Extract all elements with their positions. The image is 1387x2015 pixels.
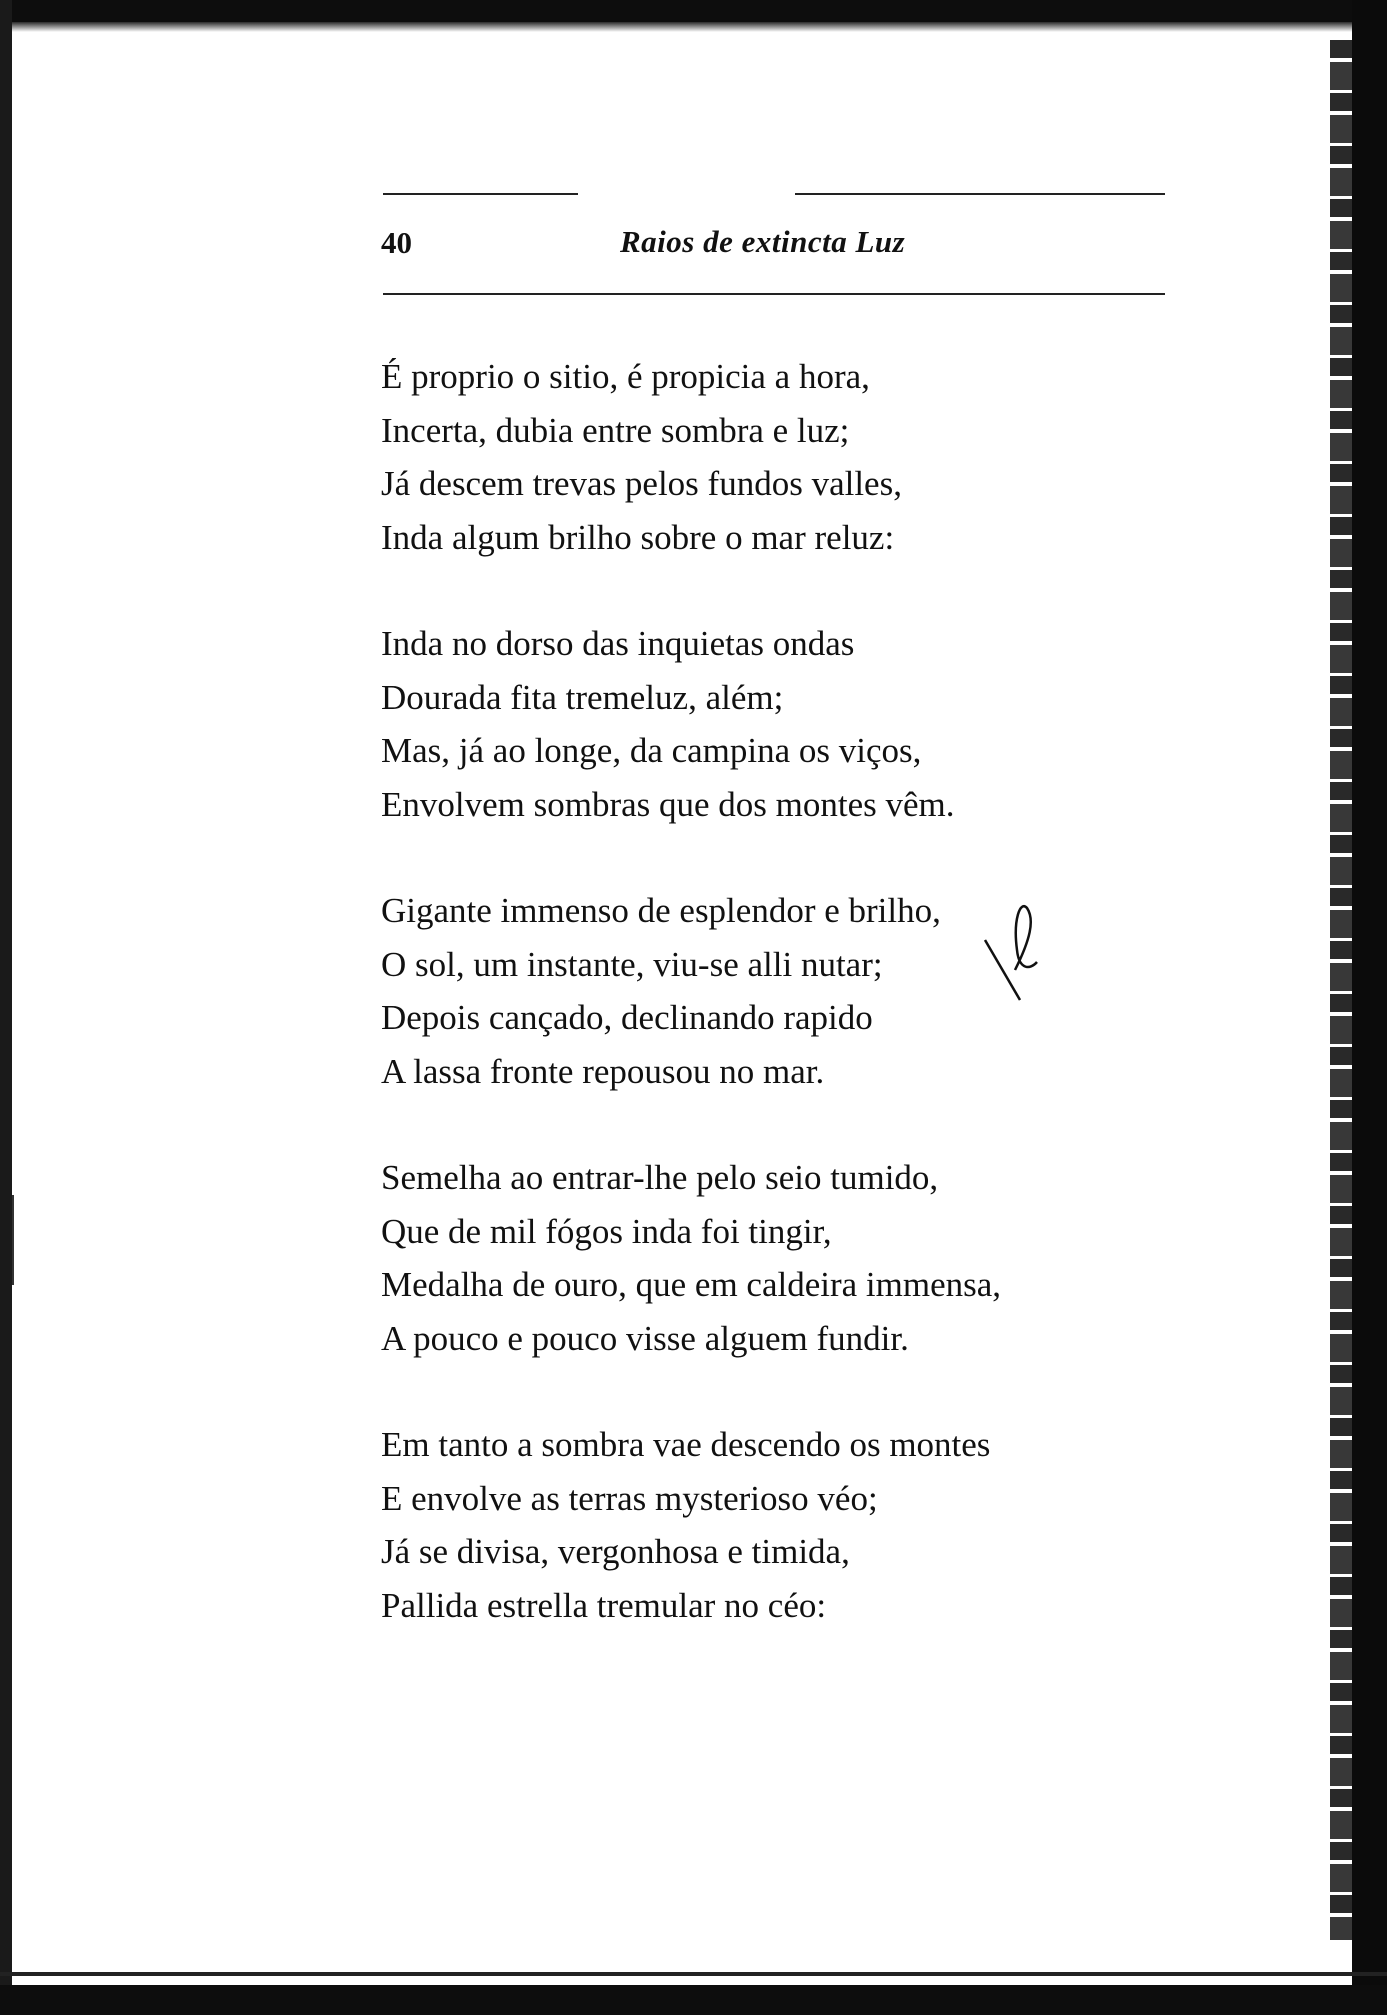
stanza xyxy=(381,350,1181,564)
scan-border-top xyxy=(0,0,1387,22)
poem-line: Que de mil fógos inda foi tingir, xyxy=(381,1211,832,1251)
poem-line: O sol, um instante, viu-se alli nutar; xyxy=(381,944,883,984)
poem-line: Semelha ao entrar-lhe pelo seio tumido, xyxy=(381,1158,939,1197)
poem-line: Incerta, dubia entre sombra e luz; xyxy=(381,410,850,450)
running-title: Raios de extincta Luz xyxy=(620,224,906,259)
poem-line: Inda no dorso das inquietas ondas xyxy=(381,624,855,663)
scan-border-right xyxy=(1352,0,1387,2015)
poem-body xyxy=(381,350,1181,1685)
scan-border-bottom xyxy=(0,1985,1387,2015)
poem-line: E envolve as terras mysterioso véo; xyxy=(381,1478,878,1518)
poem-line: Medalha de ouro, que em caldeira immensa, xyxy=(381,1265,1002,1304)
scan-border-bottom-line xyxy=(0,1972,1387,1976)
stanza xyxy=(381,1418,1181,1632)
stanza xyxy=(381,617,1181,831)
poem-line: Já se divisa, vergonhosa e timida, xyxy=(381,1532,850,1571)
poem-line: Depois cançado, declinando rapido xyxy=(381,998,873,1037)
poem-line: Em tanto a sombra vae descendo os montes xyxy=(381,1425,991,1464)
poem-line: A pouco e pouco visse alguem fundir. xyxy=(381,1318,909,1358)
poem-line: Pallida estrella tremular no céo: xyxy=(381,1585,827,1625)
poem-line: Dourada fita tremeluz, além; xyxy=(381,677,784,717)
page-number: 40 xyxy=(381,225,412,260)
poem-line: É proprio o sitio, é propicia a hora, xyxy=(381,357,870,396)
scan-left-mark xyxy=(12,1195,14,1285)
scan-border-top-shadow xyxy=(0,22,1387,32)
poem-line: Inda algum brilho sobre o mar reluz: xyxy=(381,517,895,557)
scan-border-left xyxy=(0,0,12,2015)
stanza xyxy=(381,1151,1181,1365)
poem-line: A lassa fronte repousou no mar. xyxy=(381,1051,825,1091)
poem-line: Envolvem sombras que dos montes vêm. xyxy=(381,784,955,824)
header-rule-bottom xyxy=(383,293,1165,295)
poem-line: Mas, já ao longe, da campina os viços, xyxy=(381,731,922,770)
header-rule-top-right xyxy=(795,193,1165,195)
handwritten-correction-mark xyxy=(975,900,1075,1010)
poem-line: Já descem trevas pelos fundos valles, xyxy=(381,464,902,503)
header-rule-top-left xyxy=(383,193,578,195)
poem-line: Gigante immenso de esplendor e brilho, xyxy=(381,891,941,930)
